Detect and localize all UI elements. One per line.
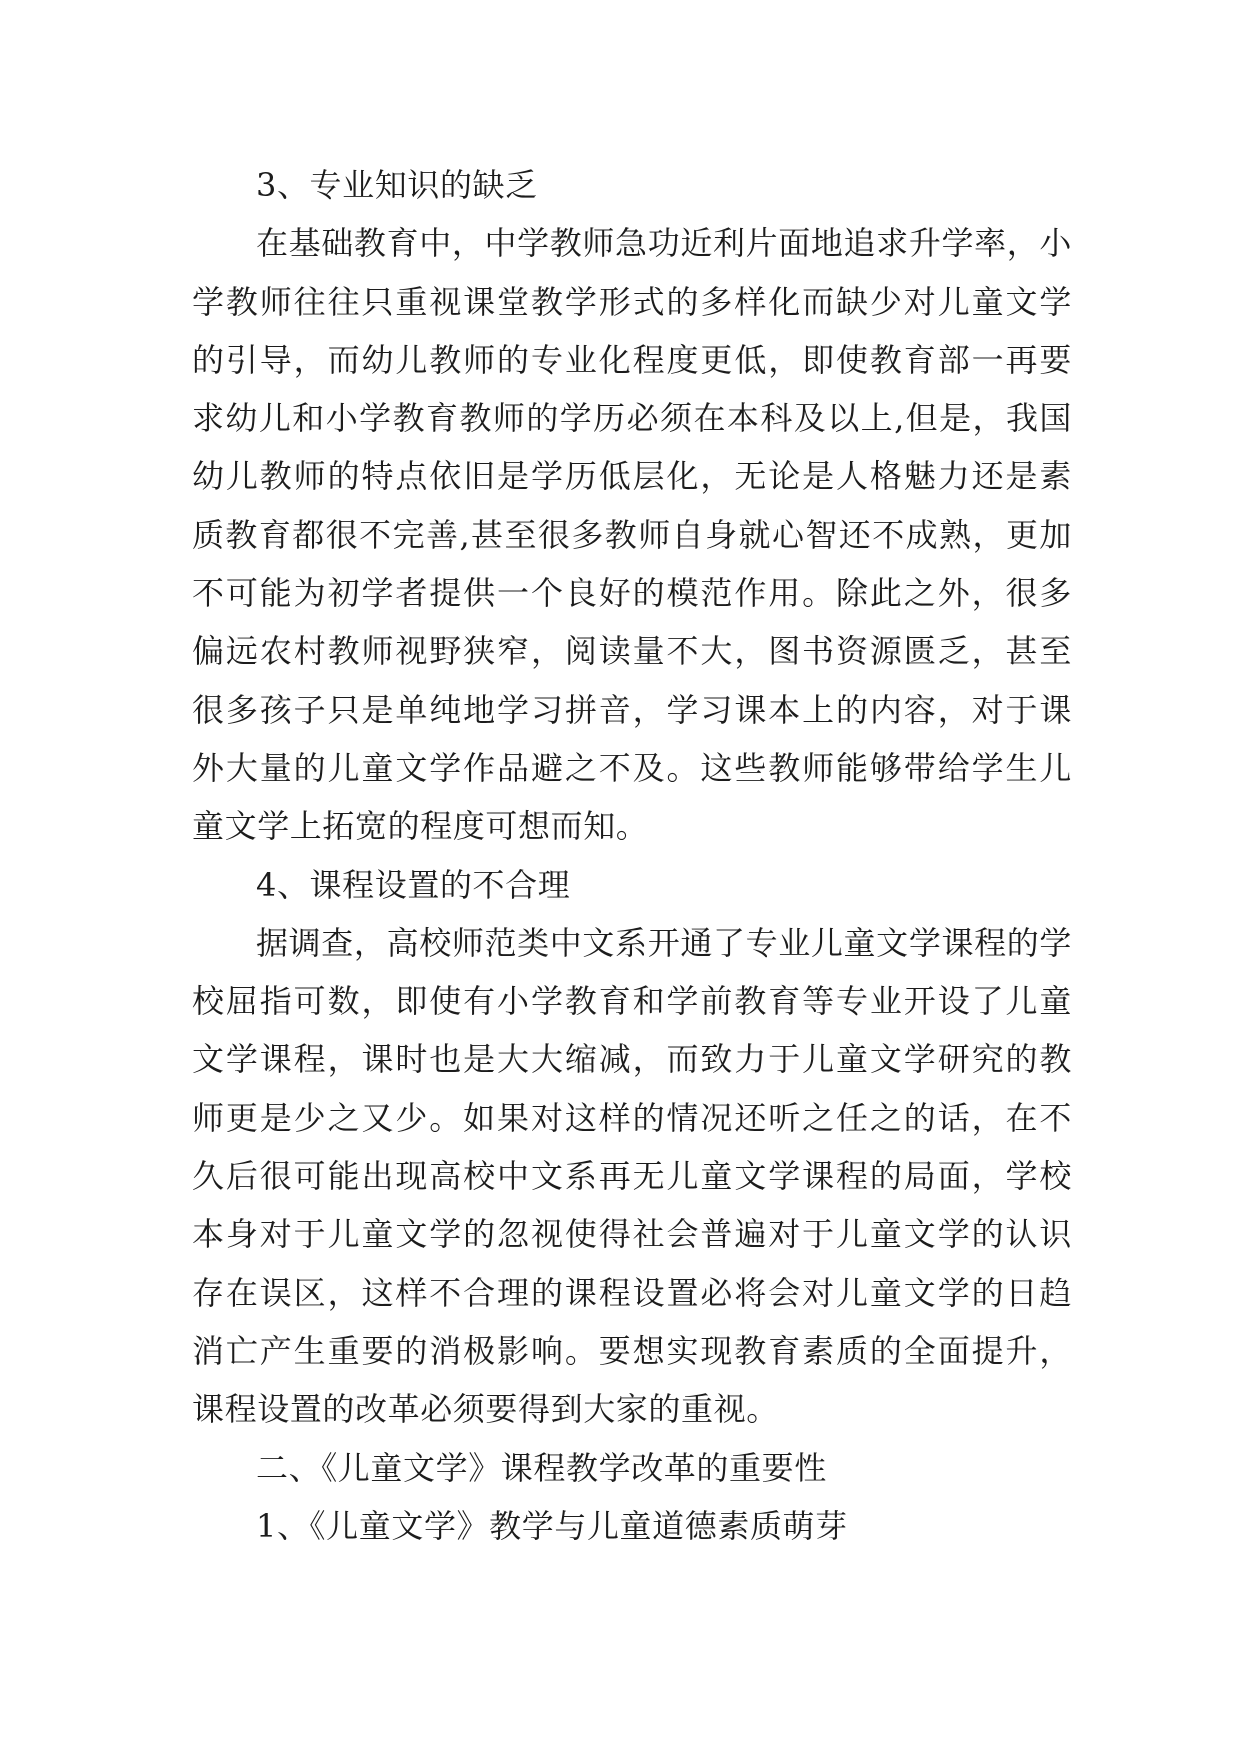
section-heading: 4、课程设置的不合理 bbox=[256, 865, 571, 904]
chapter-heading: 二、《儿童文学》课程教学改革的重要性 bbox=[256, 1448, 827, 1487]
document-body bbox=[192, 156, 1072, 1555]
section-heading: 1、《儿童文学》教学与儿童道德素质萌芽 bbox=[256, 1506, 848, 1545]
body-paragraph: 据调查，高校师范类中文系开通了专业儿童文学课程的学校屈指可数，即使有小学教育和学前教育等专业开设了儿童文学课程，课时也是大大缩减，而致力于儿童文学研究的教师更是少之又少。如果对这样的情况还听之任之的话，在不久后很可能出现高校中文系再无儿童文学课程的局面，学校本身对于儿童文学的忽视使得社会普遍对于儿童文学的认识存在误区，这样不合理的课程设置必将会对儿童文学的日趋消亡产生重要的消极影响。要想实现教育素质的全面提升，课程设置的改革必须要得到大家的重视。 bbox=[192, 923, 1072, 1429]
body-paragraph: 在基础教育中，中学教师急功近利片面地追求升学率，小学教师往往只重视课堂教学形式的多样化而缺少对儿童文学的引导，而幼儿教师的专业化程度更低，即使教育部一再要求幼儿和小学教育教师的学历必须在本科及以上,但是，我国幼儿教师的特点依旧是学历低层化，无论是人格魅力还是素质教育都很不完善,甚至很多教师自身就心智还不成熟，更加不可能为初学者提供一个良好的模范作用。除此之外，很多偏远农村教师视野狭窄，阅读量不大，图书资源匮乏，甚至很多孩子只是单纯地学习拼音，学习课本上的内容，对于课外大量的儿童文学作品避之不及。这些教师能够带给学生儿童文学上拓宽的程度可想而知。 bbox=[192, 224, 1072, 846]
section-heading: 3、专业知识的缺乏 bbox=[256, 166, 538, 204]
